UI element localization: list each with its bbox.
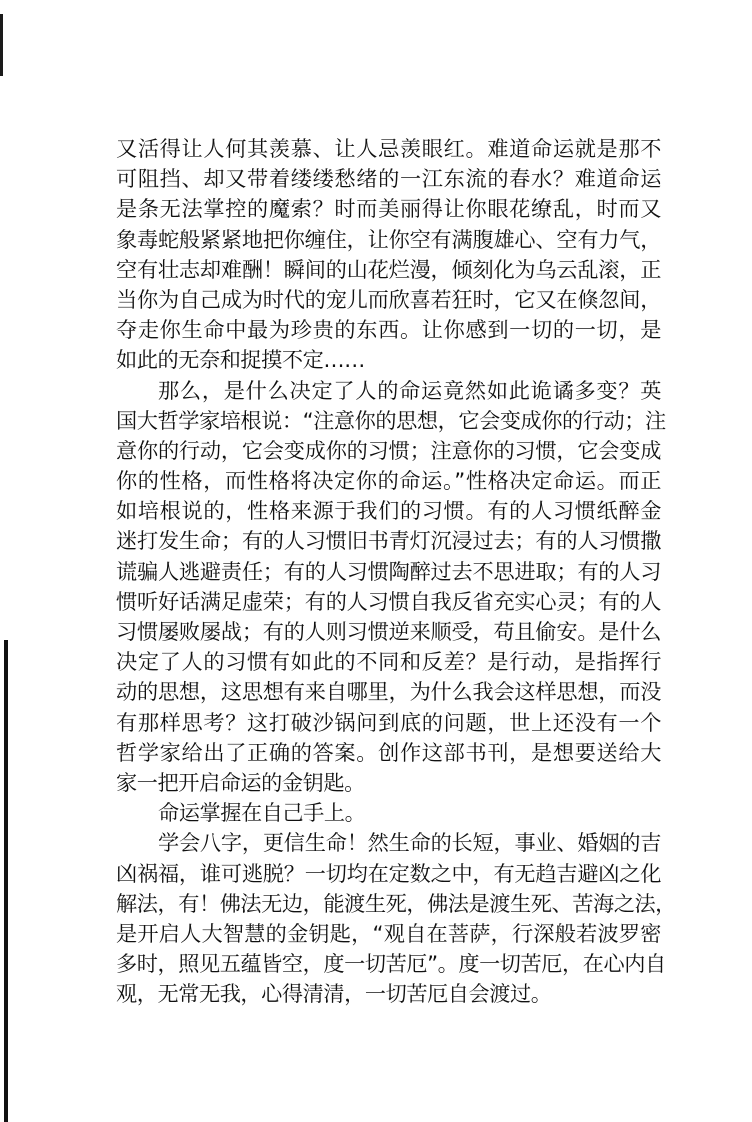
paragraph-start-line: 命运掌握在自己手上。 xyxy=(158,800,366,826)
text-line: 迷打发生命；有的人习惯旧书青灯沉浸过去；有的人习惯撒 xyxy=(116,528,661,554)
text-line: 可阻挡、却又带着缕缕愁绪的一江东流的春水？难道命运 xyxy=(116,166,661,192)
text-line: 空有壮志却难酬！瞬间的山花烂漫，倾刻化为乌云乱滚，正 xyxy=(116,256,661,282)
text-line: 惯听好话满足虚荣；有的人习惯自我反省充实心灵；有的人 xyxy=(116,588,661,614)
text-line: 又活得让人何其羡慕、让人忌羡眼红。难道命运就是那不 xyxy=(116,136,661,161)
text-line: 解法，有！佛法无边，能渡生死，佛法是渡生死、苦海之法， xyxy=(116,890,676,916)
page-edge-mark-top xyxy=(0,14,3,76)
text-line: 如培根说的，性格来源于我们的习惯。有的人习惯纸醉金 xyxy=(116,498,661,524)
body-text xyxy=(116,134,676,1009)
text-line: 动的思想，这思想有来自哪里，为什么我会这样思想，而没 xyxy=(116,679,661,705)
text-line: 是条无法掌控的魔索？时而美丽得让你眼花缭乱，时而又 xyxy=(116,196,661,222)
text-line: 有那样思考？这打破沙锅问到底的问题，世上还没有一个 xyxy=(116,709,661,735)
page-binding-edge xyxy=(4,640,8,1122)
text-line: 凶祸福，谁可逃脱？一切均在定数之中，有无趋吉避凶之化 xyxy=(116,860,661,886)
text-line: 是开启人大智慧的金钥匙，“观自在菩萨，行深般若波罗密 xyxy=(116,920,661,946)
text-line: 你的性格，而性格将决定你的命运。”性格决定命运。而正 xyxy=(116,468,661,494)
paragraph-start-line: 学会八字，更信生命！然生命的长短，事业、婚姻的吉 xyxy=(158,830,661,856)
text-line: 当你为自己成为时代的宠儿而欣喜若狂时，它又在倏忽间， xyxy=(116,286,661,312)
text-line: 如此的无奈和捉摸不定…… xyxy=(116,347,365,373)
text-line: 象毒蛇般紧紧地把你缠住，让你空有满腹雄心、空有力气， xyxy=(116,226,661,252)
text-line: 观，无常无我，心得清清，一切苦厄自会渡过。 xyxy=(116,981,552,1007)
text-line: 夺走你生命中最为珍贵的东西。让你感到一切的一切，是 xyxy=(116,317,661,343)
paragraph-start-line: 那么，是什么决定了人的命运竟然如此诡谲多变？英 xyxy=(158,377,661,403)
text-line: 多时，照见五蕴皆空，度一切苦厄”。度一切苦厄，在心内自 xyxy=(116,951,666,977)
text-line: 习惯屡败屡战；有的人则习惯逆来顺受，苟且偷安。是什么 xyxy=(116,619,661,644)
text-line: 家一把开启命运的金钥匙。 xyxy=(116,769,365,795)
text-line: 国大哲学家培根说：“注意你的思想，它会变成你的行动；注 xyxy=(116,407,666,433)
text-line: 意你的行动，它会变成你的习惯；注意你的习惯，它会变成 xyxy=(116,437,661,463)
text-line: 哲学家给出了正确的答案。创作这部书刊，是想要送给大 xyxy=(116,739,661,765)
text-line: 决定了人的习惯有如此的不同和反差？是行动，是指挥行 xyxy=(116,649,661,675)
text-line: 谎骗人逃避责任；有的人习惯陶醉过去不思进取；有的人习 xyxy=(116,558,661,584)
